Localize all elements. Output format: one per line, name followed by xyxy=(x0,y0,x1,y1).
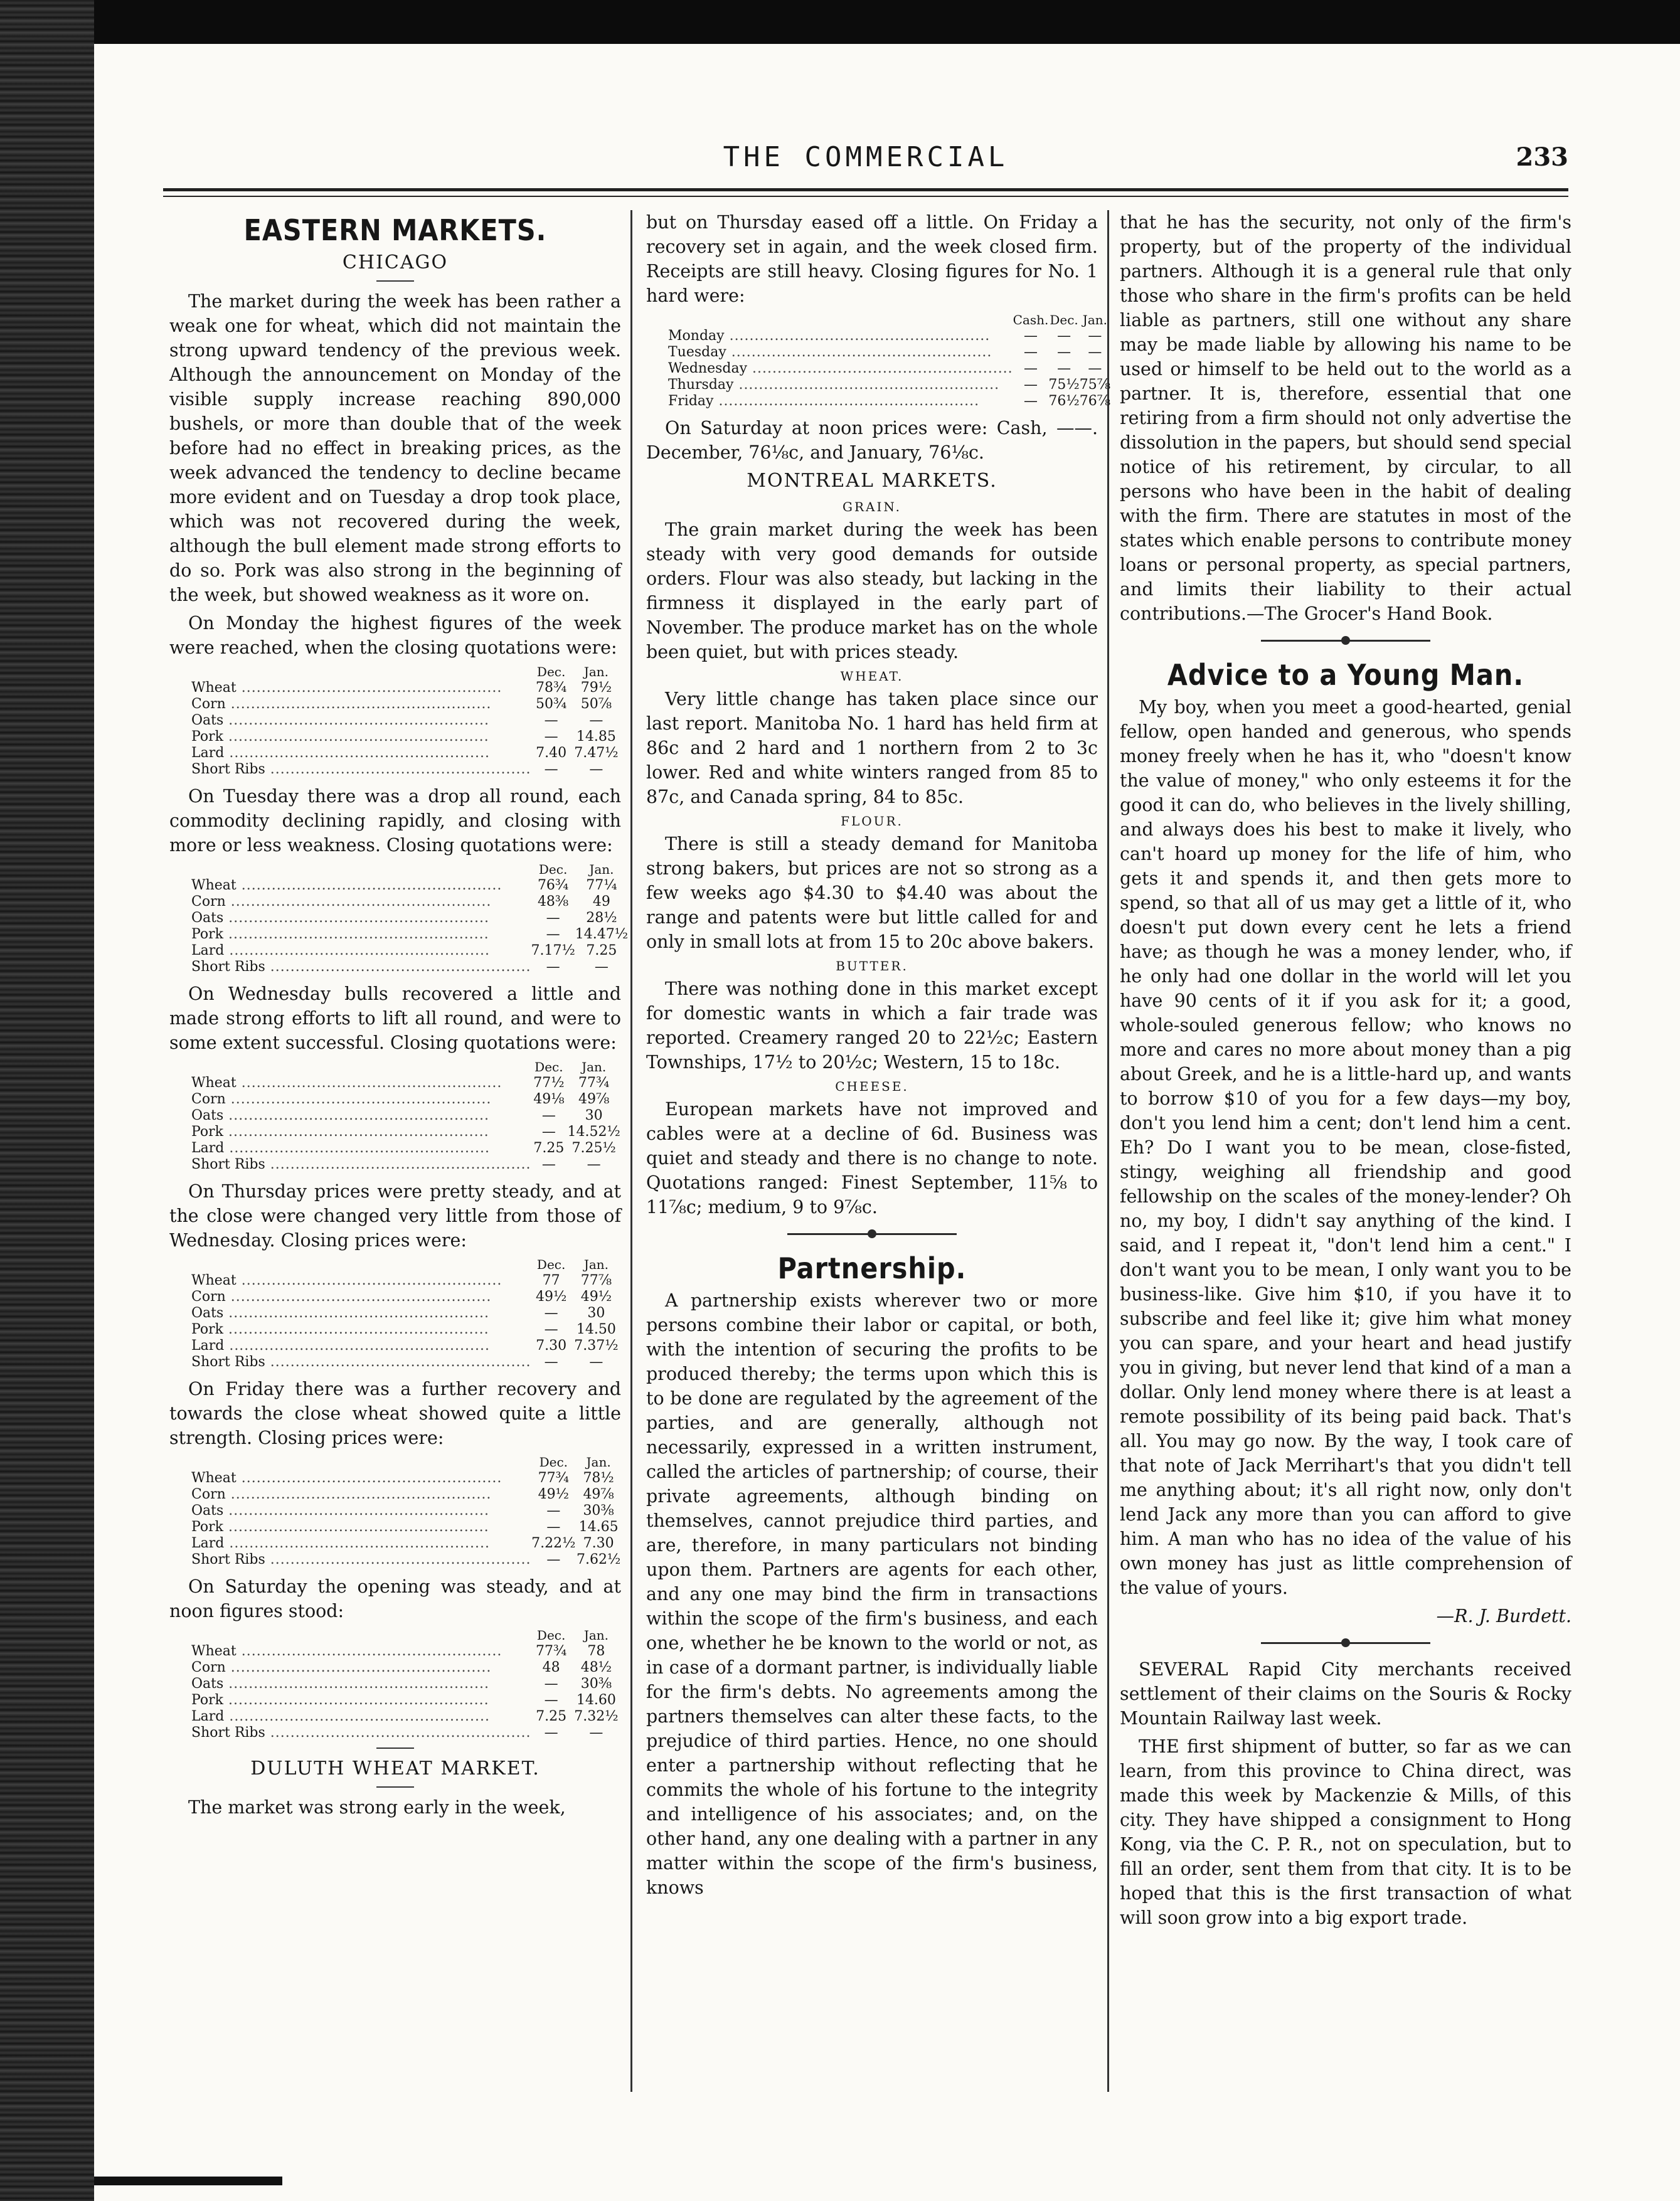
paragraph: THE first shipment of butter, so far as we can learn, from this province to China direct, was made this week by Mackenzie & Mills, of this city. They have shipped a consignment to Hong Kong, via the C. P. R., not on speculation, but to fill an order, sent them from that city. It is to be hoped that this is the first transaction of what will soon grow into a big export trade. xyxy=(1120,1736,1571,1928)
signature: —R. J. Burdett. xyxy=(1436,1606,1571,1626)
paragraph: On Saturday at noon prices were: Cash, ——. December, 76⅛c, and January, 76⅛c. xyxy=(646,418,1098,463)
table-row xyxy=(191,1289,621,1305)
commodity-name: Pork ..... xyxy=(191,1124,531,1140)
table-header-row xyxy=(191,1454,621,1470)
commodity-name: Pork ..... xyxy=(191,1519,531,1535)
price-cell: — xyxy=(546,1519,561,1535)
commodity-name: Lard ..... xyxy=(191,943,531,959)
price-cell: 28½ xyxy=(586,910,617,926)
commodity-name: Oats ..... xyxy=(191,910,531,926)
price-cell: 30⅜ xyxy=(583,1503,614,1519)
price-cell: 50¾ xyxy=(535,696,567,712)
table-header-row xyxy=(668,312,1110,328)
commodity-name: Wednesday ..... xyxy=(668,361,1013,377)
column-header: Dec. xyxy=(534,1059,563,1074)
paragraph: but on Thursday eased off a little. On Friday a recovery set in again, and the week closed firm. Receipts are still heavy. Closing figures for No. 1 hard were: xyxy=(646,212,1098,306)
paragraph: There was nothing done in this market except for domestic wants in which a fair trade was reported. Creamery ranged 20 to 22½c; Eastern Townships, 17½ to 20½c; Western, 15 to 18c. xyxy=(646,979,1098,1073)
price-cell: — xyxy=(1057,344,1071,360)
price-cell: 50⅞ xyxy=(580,696,612,712)
price-cell: — xyxy=(544,729,558,745)
column-header: Jan. xyxy=(583,1628,609,1643)
quotation-table xyxy=(191,1059,621,1173)
commodity-name: Lard ..... xyxy=(191,1535,531,1552)
table-row xyxy=(191,761,621,778)
table-row xyxy=(191,1354,621,1371)
price-cell: 7.30 xyxy=(583,1535,614,1551)
quotation-table xyxy=(191,1256,621,1371)
price-cell: — xyxy=(546,959,560,975)
price-cell: — xyxy=(589,761,603,777)
column-header: Jan. xyxy=(589,862,614,877)
commodity-name: Corn ..... xyxy=(191,1660,531,1676)
price-cell: 7.37½ xyxy=(574,1338,619,1354)
duluth-table xyxy=(668,312,1110,410)
table-row xyxy=(191,1091,621,1108)
paragraph: On Monday the highest figures of the week were reached, when the closing quotations were: xyxy=(169,613,621,658)
price-cell: 78 xyxy=(587,1643,605,1659)
section-heading: Partnership. xyxy=(777,1251,967,1285)
paragraph: SEVERAL Rapid City merchants received settlement of their claims on the Souris & Rocky Mountain Railway last week. xyxy=(1120,1659,1571,1729)
price-cell: — xyxy=(594,959,609,975)
table-row xyxy=(191,943,628,959)
table-row xyxy=(191,713,621,729)
price-cell: 78½ xyxy=(583,1470,614,1486)
column-2 xyxy=(646,210,1111,2104)
price-cell: 14.47½ xyxy=(575,926,629,942)
scan-top-border xyxy=(0,0,1680,44)
price-cell: 77¾ xyxy=(535,1643,567,1659)
divider xyxy=(376,1748,414,1749)
price-cell: 75⅞ xyxy=(1079,377,1111,393)
commodity-name: Short Ribs ..... xyxy=(191,1552,531,1568)
price-cell: — xyxy=(544,1725,558,1741)
paragraph: On Tuesday there was a drop all round, each commodity declining rapidly, and closing with more or less weakness. Closing quotations were: xyxy=(169,786,621,856)
table-row xyxy=(191,1643,621,1660)
price-cell: — xyxy=(1088,361,1102,376)
scan-left-edge xyxy=(0,0,94,2201)
table-row xyxy=(191,1322,621,1338)
commodity-name: Wheat ..... xyxy=(191,878,531,894)
commodity-name: Pork ..... xyxy=(191,729,531,745)
table-row xyxy=(191,745,621,761)
price-cell: — xyxy=(546,926,560,942)
column-divider xyxy=(630,210,632,2092)
price-cell: — xyxy=(546,1503,561,1519)
commodity-name: Friday ..... xyxy=(668,393,1013,410)
quotation-table xyxy=(191,861,628,975)
price-cell: 49⅛ xyxy=(533,1091,565,1107)
price-cell: 49 xyxy=(592,894,610,910)
header-rule-thick xyxy=(163,188,1568,191)
quotation-table xyxy=(191,1627,621,1741)
minor-heading: WHEAT. xyxy=(840,669,904,684)
subheading: DULUTH WHEAT MARKET. xyxy=(250,1758,540,1779)
price-cell: 49½ xyxy=(535,1289,567,1305)
minor-heading: GRAIN. xyxy=(843,499,901,514)
table-row xyxy=(191,1108,621,1124)
price-cell: — xyxy=(1088,328,1102,344)
paragraph: The market was strong early in the week, xyxy=(188,1797,566,1818)
table-row xyxy=(191,1503,621,1519)
price-cell: 77 xyxy=(542,1273,560,1288)
price-cell: — xyxy=(541,1108,556,1123)
commodity-name: Lard ..... xyxy=(191,1140,531,1157)
minor-heading: FLOUR. xyxy=(841,814,903,829)
paragraph: European markets have not improved and cables were at a decline of 6d. Business was quiet and steady and there is no change to note. Quotations ranged: Finest September, 11⅝ to 11⅞c; medium, 9 to 9⅞c. xyxy=(646,1099,1098,1217)
table-row xyxy=(191,910,628,926)
commodity-name: Short Ribs ..... xyxy=(191,1354,531,1371)
price-cell: 7.25 xyxy=(536,1709,567,1724)
price-cell: 49½ xyxy=(538,1487,569,1502)
subheading: CHICAGO xyxy=(342,252,449,273)
commodity-name: Tuesday ..... xyxy=(668,344,1013,361)
table-row xyxy=(191,1140,621,1157)
quotation-table xyxy=(191,1454,621,1568)
price-cell: 77⅞ xyxy=(580,1273,612,1288)
table-row xyxy=(191,1305,621,1322)
column-header: Dec. xyxy=(536,664,566,679)
price-cell: 77¼ xyxy=(586,878,617,893)
price-cell: 14.60 xyxy=(576,1692,616,1708)
page-header xyxy=(163,141,1568,179)
commodity-name: Corn ..... xyxy=(191,894,531,910)
commodity-name: Wheat ..... xyxy=(191,1273,531,1289)
paragraph: Very little change has taken place since our last report. Manitoba No. 1 hard has held firm at 86c and 2 hard and 1 northern from 2 to 3c lower. Red and white winters ranged from 85 to 87c, and Canada spring, 84 to 85c. xyxy=(646,689,1098,807)
commodity-name: Wheat ..... xyxy=(191,1470,531,1487)
price-cell: — xyxy=(1088,344,1102,360)
paragraph: A partnership exists wherever two or more persons combine their labor or capital, or both, with the intention of securing the profits to be produced thereby; the terms upon which this is to be done are regulated by the agreement of the parties, and are generally, although not necessarily, expressed in a written instrument, called the articles of partnership; of course, their private agreements, although binding on themselves, cannot prejudice third parties, and are, therefore, in many particulars not binding upon them. Partners are agents for each other, and any one may bind the firm in transactions within the scope of the firm's business, and each one, whether he be known to the world or not, as in case of a dormant partner, is individually liable for the firm's debts. No agreements among the partners themselves can alter these facts, to the prejudice of third parties. Hence, no one should enter a partnership without reflecting that he commits the whole of his fortune to the integrity and intelligence of his associates; and, on the other hand, any one dealing with a partner in any matter within the scope of the firm's business, knows xyxy=(646,1290,1098,1898)
column-header: Dec. xyxy=(536,1257,566,1272)
column-divider xyxy=(1107,210,1109,2092)
price-cell: 77¾ xyxy=(578,1075,610,1091)
page-number: 233 xyxy=(1516,142,1568,172)
price-cell: — xyxy=(546,1552,561,1567)
price-cell: — xyxy=(589,713,603,728)
section-heading: EASTERN MARKETS. xyxy=(243,213,547,247)
table-row xyxy=(191,680,621,696)
price-cell: 7.25 xyxy=(586,943,617,958)
paragraph: There is still a steady demand for Manitoba strong bakers, but prices are not so strong as a few weeks ago $4.30 to $4.40 was about the range and patents were but little called for and only in small lots at from 15 to 20c above bakers. xyxy=(646,834,1098,952)
table-row xyxy=(191,1660,621,1676)
commodity-name: Wheat ..... xyxy=(191,680,531,696)
price-cell: — xyxy=(544,1354,558,1370)
price-cell: — xyxy=(544,761,558,777)
table-header-row xyxy=(191,1627,621,1643)
commodity-name: Corn ..... xyxy=(191,1487,531,1503)
table-row xyxy=(668,377,1110,393)
price-cell: 30⅜ xyxy=(580,1676,612,1692)
commodity-name: Short Ribs ..... xyxy=(191,959,531,975)
commodity-name: Oats ..... xyxy=(191,1108,531,1124)
price-cell: 49½ xyxy=(580,1289,612,1305)
table-row xyxy=(191,959,628,975)
price-cell: — xyxy=(1024,393,1038,409)
price-cell: — xyxy=(1024,344,1038,360)
price-cell: — xyxy=(544,713,558,728)
commodity-name: Oats ..... xyxy=(191,713,531,729)
table-row xyxy=(191,1725,621,1741)
paragraph: On Saturday the opening was steady, and at noon figures stood: xyxy=(169,1576,621,1621)
ornament-divider xyxy=(1120,631,1571,650)
paragraph: On Thursday prices were pretty steady, and at the close were changed very little from those of Wednesday. Closing prices were: xyxy=(169,1181,621,1251)
price-cell: — xyxy=(1057,361,1071,376)
column-header: Jan. xyxy=(1082,312,1107,327)
price-cell: — xyxy=(589,1725,603,1741)
table-header-row xyxy=(191,1256,621,1273)
table-row xyxy=(191,729,621,745)
price-cell: 78¾ xyxy=(535,680,567,696)
table-header-row xyxy=(191,861,628,878)
price-cell: — xyxy=(544,1692,558,1708)
column-header: Dec. xyxy=(536,1628,566,1643)
column-3 xyxy=(1120,210,1571,2104)
paragraph: that he has the security, not only of the firm's property, but of the property of the individual partners. Although it is a general rule that only those who share in the firm's profits can be held liable as partners, still one without any share may be made liable by allowing his name to be used or himself to be held out to the world as a partner. It is, therefore, essential that one retiring from a firm should not only advertise the dissolution in the papers, but should send special notice of his retirement, by circular, to all persons who have been in the habit of dealing with the firm. There are statutes in most of the states which enable persons to contribute money loans or personal property, as special partners, and limits their liability to their actual contributions.—The Grocer's Hand Book. xyxy=(1120,212,1571,624)
price-cell: — xyxy=(1057,328,1071,344)
price-cell: 7.25 xyxy=(533,1140,565,1156)
price-cell: — xyxy=(587,1157,601,1172)
price-cell: 76¾ xyxy=(537,878,569,893)
table-row xyxy=(191,1075,621,1091)
price-cell: 77½ xyxy=(533,1075,565,1091)
column-header: Jan. xyxy=(586,1455,611,1470)
price-cell: 7.30 xyxy=(536,1338,567,1354)
price-cell: — xyxy=(541,1157,556,1172)
table-row xyxy=(191,1470,621,1487)
table-row xyxy=(668,393,1110,410)
table-row xyxy=(668,344,1110,361)
table-row xyxy=(668,328,1110,344)
column-header: Cash. xyxy=(1013,312,1049,327)
paragraph: My boy, when you meet a good-hearted, genial fellow, open handed and generous, who spends money freely when he has it, who "doesn't know the value of money," who only esteems it for the good it can do, who believes in the lively shilling, and always does his best to make it lively, who can't hoard up money for the life of him, who gets it and spends it, and then gets more to spend, so that all of us may get a little of it, who doesn't put down every cent he lets a friend have; as though he was a money lender, who, if he only had one dollar in the world will let you have 90 cents of it if you ask for it; a good, whole-souled generous fellow; who knows no more and cares no more about money than a pig about Greek, and he is a little-hard up, and wants to borrow $10 of you for a few days—my boy, don't you lend him a cent; don't lend him a cent. Eh? Do I want you to be mean, close-fisted, stingy, weighing all friendship and good fellowship on the scales of the money-lender? Oh no, my boy, I didn't say anything of the kind. I said, and I repeat it, "don't lend him a cent." I don't want you to be mean, I only want you to be business-like. Give him $10, if you have it to subscribe and feel like it; give him what money you can spare, and your heart and head justify you in giving, but never lend that kind of a man a dollar. Only lend money where there is at least a remote possibility of its being paid back. That's all. You may go now. By the way, I took care of that note of Jack Merrihart's that you didn't tell me anything about; it's all right now, only don't lend Jack any more than you can afford to give him. A man who has no idea of the value of his own money has just as little comprehension of the value of yours. xyxy=(1120,697,1571,1598)
commodity-name: Pork ..... xyxy=(191,1692,531,1709)
price-cell: 76½ xyxy=(1048,393,1080,409)
commodity-name: Lard ..... xyxy=(191,1709,531,1725)
price-cell: 49⅞ xyxy=(578,1091,610,1107)
price-cell: — xyxy=(546,910,560,926)
paragraph: On Friday there was a further recovery and towards the close wheat showed quite a little strength. Closing prices were: xyxy=(169,1379,621,1448)
ornament-divider xyxy=(646,1224,1098,1243)
table-row xyxy=(191,696,621,713)
table-row xyxy=(191,894,628,910)
table-row xyxy=(191,1519,621,1535)
paragraph: The market during the week has been rather a weak one for wheat, which did not maintain the strong upward tendency of the previous week. Although the announcement on Monday of the visible supply increase reaching 890,000 bushels, or more than double that of the week before had no effect in breaking prices, as the week advanced the tendency to decline became more evident and on Tuesday a drop took place, which was not recovered during the week, although the bull element made strong efforts to do so. Pork was also strong in the beginning of the week, but showed weakness as it wore on. xyxy=(169,291,621,605)
commodity-name: Short Ribs ..... xyxy=(191,1725,531,1741)
subheading: MONTREAL MARKETS. xyxy=(747,470,997,492)
column-header: Dec. xyxy=(539,1455,568,1470)
price-cell: — xyxy=(589,1354,603,1370)
table-row xyxy=(191,878,628,894)
commodity-name: Thursday ..... xyxy=(668,377,1013,393)
price-cell: 7.40 xyxy=(536,745,567,761)
table-row xyxy=(191,1338,621,1354)
publication-title: THE COMMERCIAL xyxy=(723,141,1009,173)
table-row xyxy=(191,1157,621,1173)
commodity-name: Oats ..... xyxy=(191,1503,531,1519)
table-row xyxy=(191,1124,621,1140)
paragraph: The grain market during the week has been steady with very good demands for outside orders. Flour was also steady, but lacking in the firmness it displayed in the early part of November. The produce market has on the whole been quiet, but with prices steady. xyxy=(646,519,1098,662)
price-cell: — xyxy=(544,1322,558,1337)
commodity-name: Lard ..... xyxy=(191,1338,531,1354)
column-header: Jan. xyxy=(582,1059,607,1074)
price-cell: 7.17½ xyxy=(531,943,575,958)
price-cell: — xyxy=(544,1676,558,1692)
column-header: Jan. xyxy=(583,1257,609,1272)
commodity-name: Corn ..... xyxy=(191,1091,531,1108)
price-cell: 14.52½ xyxy=(567,1124,620,1140)
column-header: Dec. xyxy=(538,862,568,877)
price-cell: 48⅜ xyxy=(537,894,569,910)
price-cell: 7.22½ xyxy=(531,1535,576,1551)
price-cell: 48½ xyxy=(580,1660,612,1675)
divider xyxy=(376,280,414,282)
price-cell: 14.85 xyxy=(576,729,616,745)
scan-bottom-mark xyxy=(94,2177,282,2185)
commodity-name: Corn ..... xyxy=(191,1289,531,1305)
price-cell: 7.62½ xyxy=(576,1552,621,1567)
table-row xyxy=(191,1676,621,1692)
price-cell: 76⅞ xyxy=(1079,393,1111,409)
table-row xyxy=(668,361,1110,377)
price-cell: 7.47½ xyxy=(574,745,619,761)
commodity-name: Lard ..... xyxy=(191,745,531,761)
commodity-name: Monday ..... xyxy=(668,328,1013,344)
minor-heading: CHEESE. xyxy=(835,1079,909,1094)
table-row xyxy=(191,1552,621,1568)
table-row xyxy=(191,1709,621,1725)
section-heading: Advice to a Young Man. xyxy=(1167,658,1524,692)
minor-heading: BUTTER. xyxy=(836,958,908,973)
price-cell: 77¾ xyxy=(538,1470,569,1486)
price-cell: 79½ xyxy=(580,680,612,696)
table-header-row xyxy=(191,1059,621,1075)
price-cell: — xyxy=(1024,328,1038,344)
commodity-name: Short Ribs ..... xyxy=(191,1157,531,1173)
commodity-name: Pork ..... xyxy=(191,1322,531,1338)
price-cell: — xyxy=(541,1124,556,1140)
column-1 xyxy=(169,210,629,2104)
commodity-name: Wheat ..... xyxy=(191,1643,531,1660)
table-row xyxy=(191,1487,621,1503)
price-cell: 30 xyxy=(587,1305,605,1321)
price-cell: 75½ xyxy=(1048,377,1080,393)
price-cell: 14.50 xyxy=(576,1322,616,1337)
table-row xyxy=(191,926,628,943)
divider xyxy=(376,1786,414,1788)
ornament-divider xyxy=(1120,1633,1571,1652)
column-header: Dec. xyxy=(1050,312,1078,327)
table-row xyxy=(191,1692,621,1709)
header-rule-thin xyxy=(163,196,1568,197)
commodity-name: Wheat ..... xyxy=(191,1075,531,1091)
price-cell: — xyxy=(544,1305,558,1321)
quotation-table xyxy=(191,664,621,778)
column-header: Jan. xyxy=(583,664,609,679)
price-cell: 30 xyxy=(585,1108,603,1123)
table-header-row xyxy=(191,664,621,680)
table-row xyxy=(191,1535,621,1552)
commodity-name: Oats ..... xyxy=(191,1305,531,1322)
price-cell: — xyxy=(1024,377,1038,393)
price-cell: 48 xyxy=(542,1660,560,1675)
price-cell: — xyxy=(1024,361,1038,376)
commodity-name: Short Ribs ..... xyxy=(191,761,531,778)
price-cell: 49⅞ xyxy=(583,1487,614,1502)
price-cell: 14.65 xyxy=(578,1519,619,1535)
commodity-name: Corn ..... xyxy=(191,696,531,713)
commodity-name: Pork ..... xyxy=(191,926,531,943)
paragraph: On Wednesday bulls recovered a little and made strong efforts to lift all round, and were to some extent successful. Closing quotations were: xyxy=(169,984,621,1053)
table-row xyxy=(191,1273,621,1289)
price-cell: 7.25½ xyxy=(572,1140,616,1156)
price-cell: 7.32½ xyxy=(574,1709,619,1724)
commodity-name: Oats ..... xyxy=(191,1676,531,1692)
